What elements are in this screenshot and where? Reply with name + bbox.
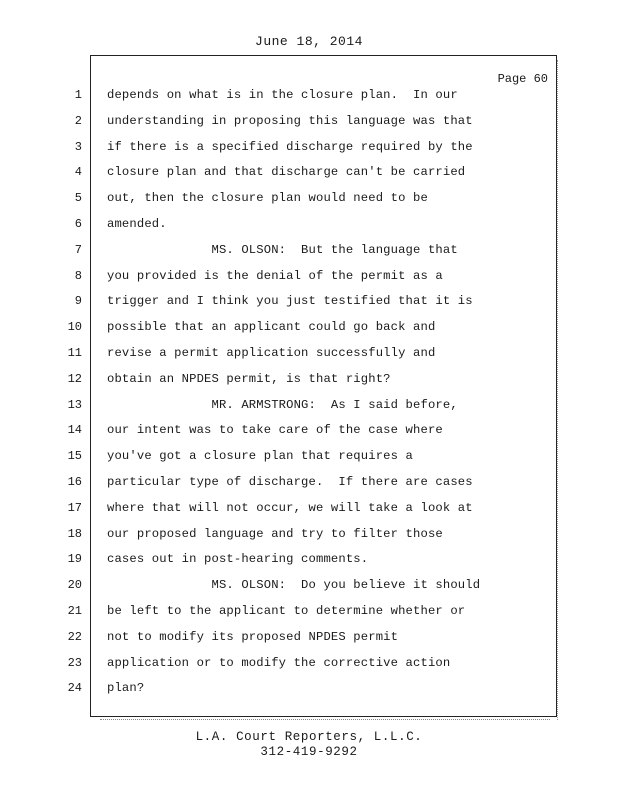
footer-company: L.A. Court Reporters, L.L.C.: [195, 730, 423, 744]
line-text: if there is a specified discharge required by the: [107, 139, 473, 154]
transcript-line: [0, 578, 618, 604]
footer-phone: 312-419-9292: [260, 745, 358, 759]
transcript-line: [0, 372, 618, 398]
line-text: obtain an NPDES permit, is that right?: [107, 371, 391, 386]
line-number: 2: [74, 113, 82, 128]
line-number: 12: [67, 371, 82, 386]
transcript-line: [0, 630, 618, 656]
line-number: 22: [67, 629, 82, 644]
line-number: 5: [74, 191, 82, 206]
line-number: 8: [74, 268, 82, 283]
transcript-line: [0, 681, 618, 707]
line-text: where that will not occur, we will take a look at: [107, 500, 473, 515]
line-text: revise a permit application successfully and: [107, 346, 436, 360]
transcript-line: [0, 217, 618, 243]
line-number: 23: [67, 655, 82, 670]
line-number: 19: [67, 552, 82, 567]
line-text: trigger and I think you just testified that it is: [107, 294, 473, 309]
transcript-line: [0, 294, 618, 320]
transcript-line: [0, 243, 618, 269]
line-text: our proposed language and try to filter those: [107, 526, 443, 541]
line-number: 6: [74, 217, 82, 231]
line-number: 3: [74, 139, 82, 154]
bottom-rule: [100, 719, 550, 720]
line-number: 17: [67, 500, 82, 515]
line-text: cases out in post-hearing comments.: [107, 552, 369, 567]
transcript-line: [0, 449, 618, 475]
line-text: be left to the applicant to determine whether or: [107, 604, 466, 618]
line-number: 21: [67, 604, 82, 618]
transcript-line: [0, 165, 618, 191]
transcript-line: [0, 398, 618, 424]
line-number: 10: [67, 320, 82, 335]
line-text: understanding in proposing this language was that: [107, 113, 473, 128]
line-text: application or to modify the corrective action: [107, 655, 451, 670]
line-text: depends on what is in the closure plan. In our: [107, 88, 458, 102]
page-number: Page 60: [497, 72, 548, 86]
transcript-line: [0, 475, 618, 501]
transcript-line: [0, 527, 618, 553]
line-text: you provided is the denial of the permit as a: [107, 268, 443, 283]
transcript-line: [0, 269, 618, 295]
line-text: you've got a closure plan that requires a: [107, 449, 414, 464]
line-number: 18: [67, 526, 82, 541]
transcript-line: [0, 191, 618, 217]
line-number: 9: [74, 294, 82, 309]
line-number: 20: [67, 578, 82, 593]
transcript-line: [0, 423, 618, 449]
transcript-line: [0, 114, 618, 140]
line-text: closure plan and that discharge can't be carried: [107, 165, 466, 180]
line-text: out, then the closure plan would need to be: [107, 191, 428, 206]
line-text: not to modify its proposed NPDES permit: [107, 629, 399, 644]
line-number: 24: [67, 681, 82, 696]
line-text: MR. ARMSTRONG: As I said before,: [107, 397, 458, 412]
line-number: 11: [67, 346, 82, 360]
line-text: particular type of discharge. If there are cases: [107, 475, 473, 489]
line-text: plan?: [107, 681, 145, 696]
line-text: amended.: [107, 217, 167, 231]
transcript-line: [0, 346, 618, 372]
line-text: MS. OLSON: But the language that: [107, 242, 458, 257]
line-number: 13: [67, 397, 82, 412]
transcript-line: [0, 320, 618, 346]
line-text: MS. OLSON: Do you believe it should: [107, 578, 481, 593]
line-number: 15: [67, 449, 82, 464]
line-number: 1: [74, 88, 82, 102]
transcript-line: [0, 88, 618, 114]
transcript-line: [0, 656, 618, 682]
line-text: possible that an applicant could go back and: [107, 320, 436, 335]
line-text: our intent was to take care of the case where: [107, 423, 443, 438]
transcript-line: [0, 140, 618, 166]
transcript-line: [0, 501, 618, 527]
transcript-line: [0, 552, 618, 578]
line-number: 4: [74, 165, 82, 180]
line-number: 14: [67, 423, 82, 438]
line-number: 16: [67, 475, 82, 489]
line-number: 7: [74, 242, 82, 257]
transcript-date-header: June 18, 2014: [255, 34, 363, 49]
transcript-line: [0, 604, 618, 630]
